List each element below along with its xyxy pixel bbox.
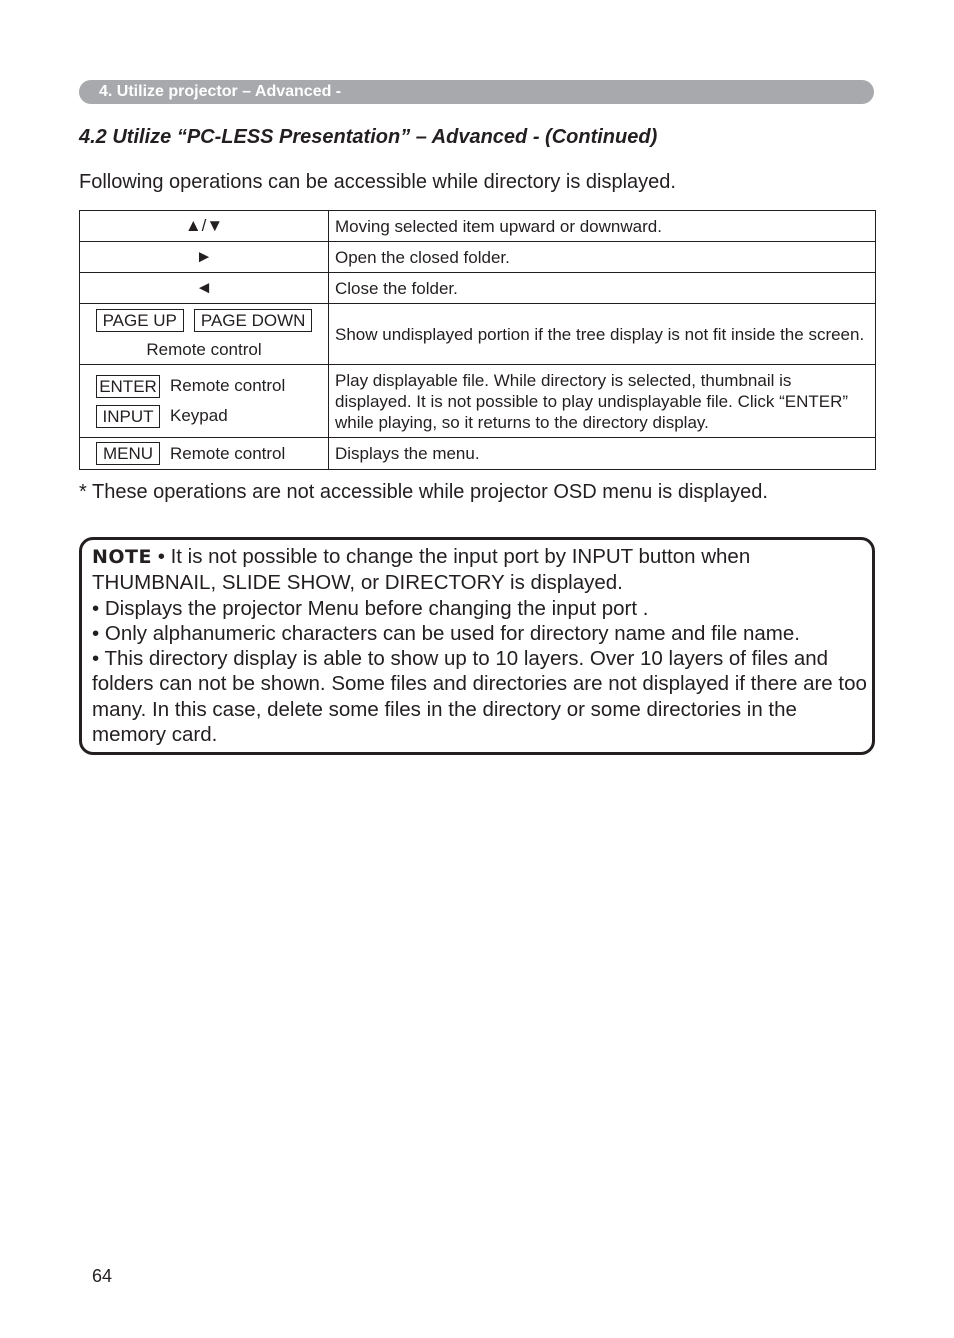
section-header-label: 4. Utilize projector – Advanced -	[99, 83, 342, 100]
key-cell: ►	[80, 242, 329, 273]
intro-text: Following operations can be accessible while directory is displayed.	[79, 171, 676, 193]
key-cell: ◄	[80, 273, 329, 304]
page-up-key: PAGE UP	[96, 309, 184, 332]
note-box	[79, 537, 875, 755]
key-cell	[80, 438, 329, 470]
description-cell: Show undisplayed portion if the tree display is not fit inside the screen.	[329, 304, 876, 365]
page-title: 4.2 Utilize “PC-LESS Presentation” – Advanced - (Continued)	[79, 126, 658, 148]
note-label: NOTE	[92, 546, 152, 568]
note-text	[92, 544, 867, 747]
table-row	[80, 438, 876, 470]
note-line: • Only alphanumeric characters can be used for directory name and file name.	[92, 621, 800, 645]
key-source-label: Remote control	[146, 339, 262, 359]
description-cell: Moving selected item upward or downward.	[329, 211, 876, 242]
footnote: * These operations are not accessible while projector OSD menu is displayed.	[79, 481, 768, 503]
enter-key: ENTER	[96, 375, 160, 398]
input-key: INPUT	[96, 405, 160, 428]
key-cell	[80, 304, 329, 365]
table-row	[80, 365, 876, 438]
operations-table	[79, 210, 876, 470]
key-source-label: Remote control	[170, 376, 286, 395]
key-source-label: Remote control	[170, 443, 286, 463]
key-source-label: Keypad	[170, 406, 228, 425]
table-row	[80, 242, 876, 273]
description-cell: Open the closed folder.	[329, 242, 876, 273]
note-line: • This directory display is able to show up to 10 layers. Over 10 layers of files and folders can not be shown. Some files and directories are not displayed if there are too many. In this case, delete some files in the directory or some directories in the memory card.	[92, 647, 867, 747]
note-line: • It is not possible to change the input port by INPUT button when THUMBNAIL, SLIDE SHOW, or DIRECTORY is displayed.	[92, 545, 751, 595]
section-header-bar	[79, 80, 874, 104]
description-cell: Displays the menu.	[329, 438, 876, 470]
note-line: • Displays the projector Menu before changing the input port .	[92, 596, 649, 620]
key-cell: ▲/▼	[80, 211, 329, 242]
table-row	[80, 211, 876, 242]
description-cell: Play displayable file. While directory is selected, thumbnail is displayed. It is not possible to play undisplayable file. Click “ENTER” while playing, so it returns to the directory display.	[329, 365, 876, 438]
description-cell: Close the folder.	[329, 273, 876, 304]
table-row	[80, 273, 876, 304]
page-number: 64	[92, 1266, 113, 1286]
page-down-key: PAGE DOWN	[194, 309, 313, 332]
table-row	[80, 304, 876, 365]
menu-key: MENU	[96, 442, 160, 465]
key-cell	[80, 365, 329, 438]
